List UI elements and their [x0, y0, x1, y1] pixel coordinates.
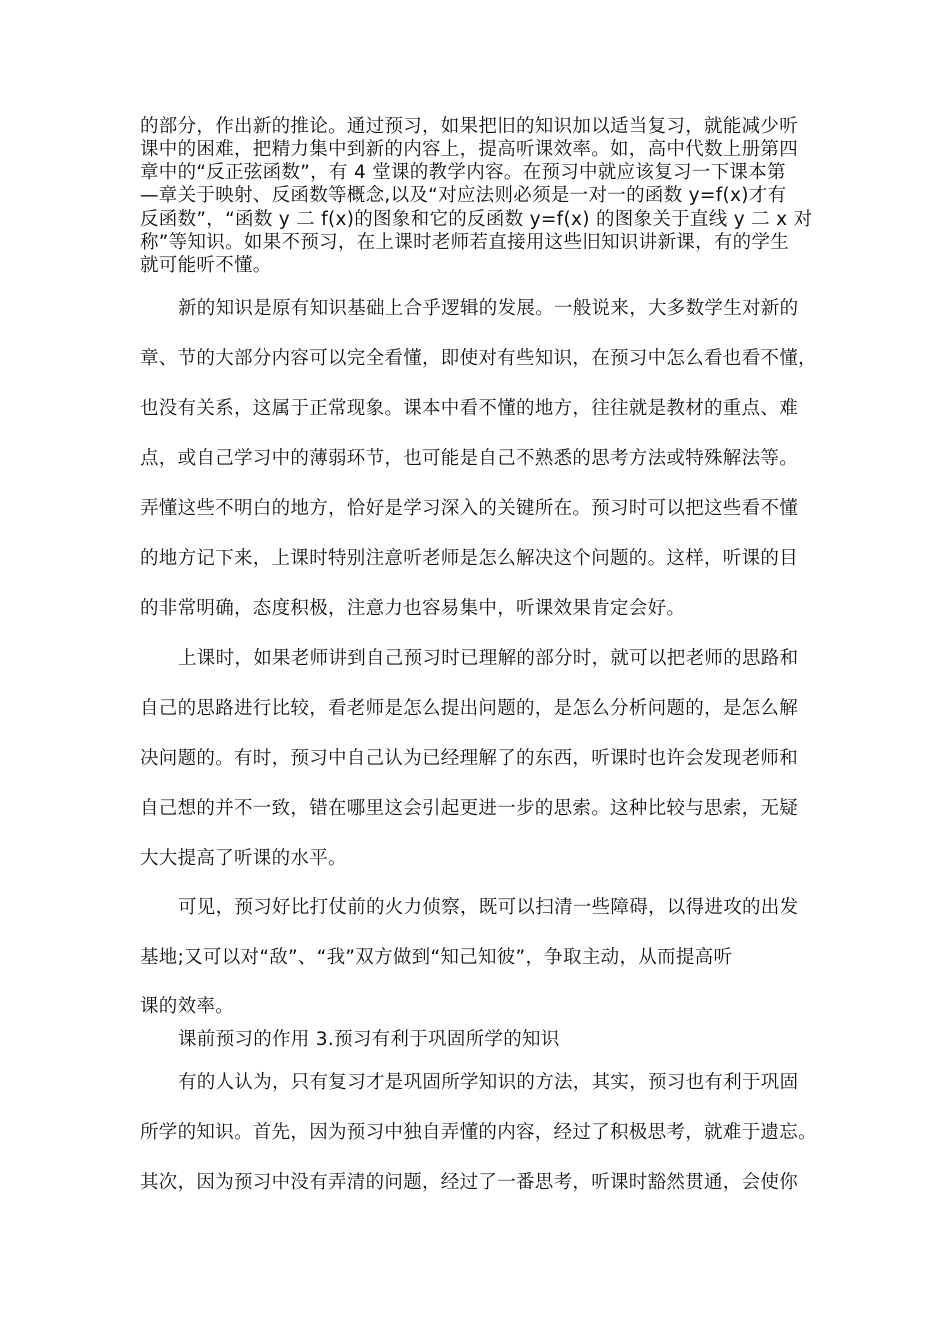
text-line: 反函数”，“函数 y 二 f(x)的图象和它的反函数 y=f(x) 的图象关于直线 y 二 x 对 [140, 209, 813, 230]
paragraph-first-line: 有的人认为，只有复习才是巩固所学知识的方法，其实，预习也有利于巩固 [178, 1072, 799, 1093]
text-line: 的非常明确，态度积极，注意力也容易集中，听课效果肯定会好。 [140, 598, 686, 619]
text-line: 也没有关系，这属于正常现象。课本中看不懂的地方，往往就是教材的重点、难 [140, 398, 799, 419]
text-line: 就可能听不懂。 [140, 255, 272, 276]
text-line: —章关于映射、反函数等概念,以及“对应法则必须是一对一的函数 y=f(x)才有 [140, 185, 787, 206]
text-line: 其次，因为预习中没有弄清的问题，经过了一番思考，听课时豁然贯通，会使你 [140, 1172, 799, 1193]
text-line: 弄懂这些不明白的地方，恰好是学习深入的关键所在。预习时可以把这些看不懂 [140, 498, 799, 519]
text-line: 的部分，作出新的推论。通过预习，如果把旧的知识加以适当复习，就能减少听 [140, 116, 799, 137]
text-line: 点，或自己学习中的薄弱环节，也可能是自己不熟悉的思考方法或特殊解法等。 [140, 448, 799, 469]
text-line: 称”等知识。如果不预习，在上课时老师若直接用这些旧知识讲新课，有的学生 [140, 232, 790, 253]
text-line: 课的效率。 [140, 996, 235, 1017]
text-line: 自己的思路进行比较，看老师是怎么提出问题的，是怎么分析问题的，是怎么解 [140, 698, 799, 719]
paragraph-first-line: 可见，预习好比打仗前的火力侦察，既可以扫清一些障碍，以得进攻的出发 [178, 897, 799, 918]
paragraph-first-line: 上课时，如果老师讲到自己预习时已理解的部分时，就可以把老师的思路和 [178, 648, 799, 669]
text-line: 章、节的大部分内容可以完全看懂，即使对有些知识，在预习中怎么看也看不懂， [140, 348, 817, 369]
text-line: 大大提高了听课的水平。 [140, 848, 347, 869]
text-line: 自己想的并不一致，错在哪里这会引起更进一步的思索。这种比较与思索，无疑 [140, 798, 799, 819]
paragraph-first-line: 新的知识是原有知识基础上合乎逻辑的发展。一般说来，大多数学生对新的 [178, 298, 799, 319]
text-line: 所学的知识。首先，因为预习中独自弄懂的内容，经过了积极思考，就难于遗忘。 [140, 1122, 817, 1143]
section-heading: 课前预习的作用 3.预习有利于巩固所学的知识 [178, 1029, 560, 1050]
text-line: 决问题的。有时，预习中自己认为已经理解了的东西，听课时也许会发现老师和 [140, 748, 799, 769]
text-line: 章中的“反正弦函数”，有 4 堂课的教学内容。在预习中就应该复习一下课本第 [140, 162, 786, 183]
text-line: 基地;又可以对“敌”、“我”双方做到“知己知彼”，争取主动，从而提高听 [140, 947, 733, 968]
text-line: 的地方记下来，上课时特别注意听老师是怎么解决这个问题的。这样，听课的目 [140, 548, 799, 569]
text-line: 课中的困难，把精力集中到新的内容上，提高听课效率。如，高中代数上册第四 [140, 139, 799, 160]
